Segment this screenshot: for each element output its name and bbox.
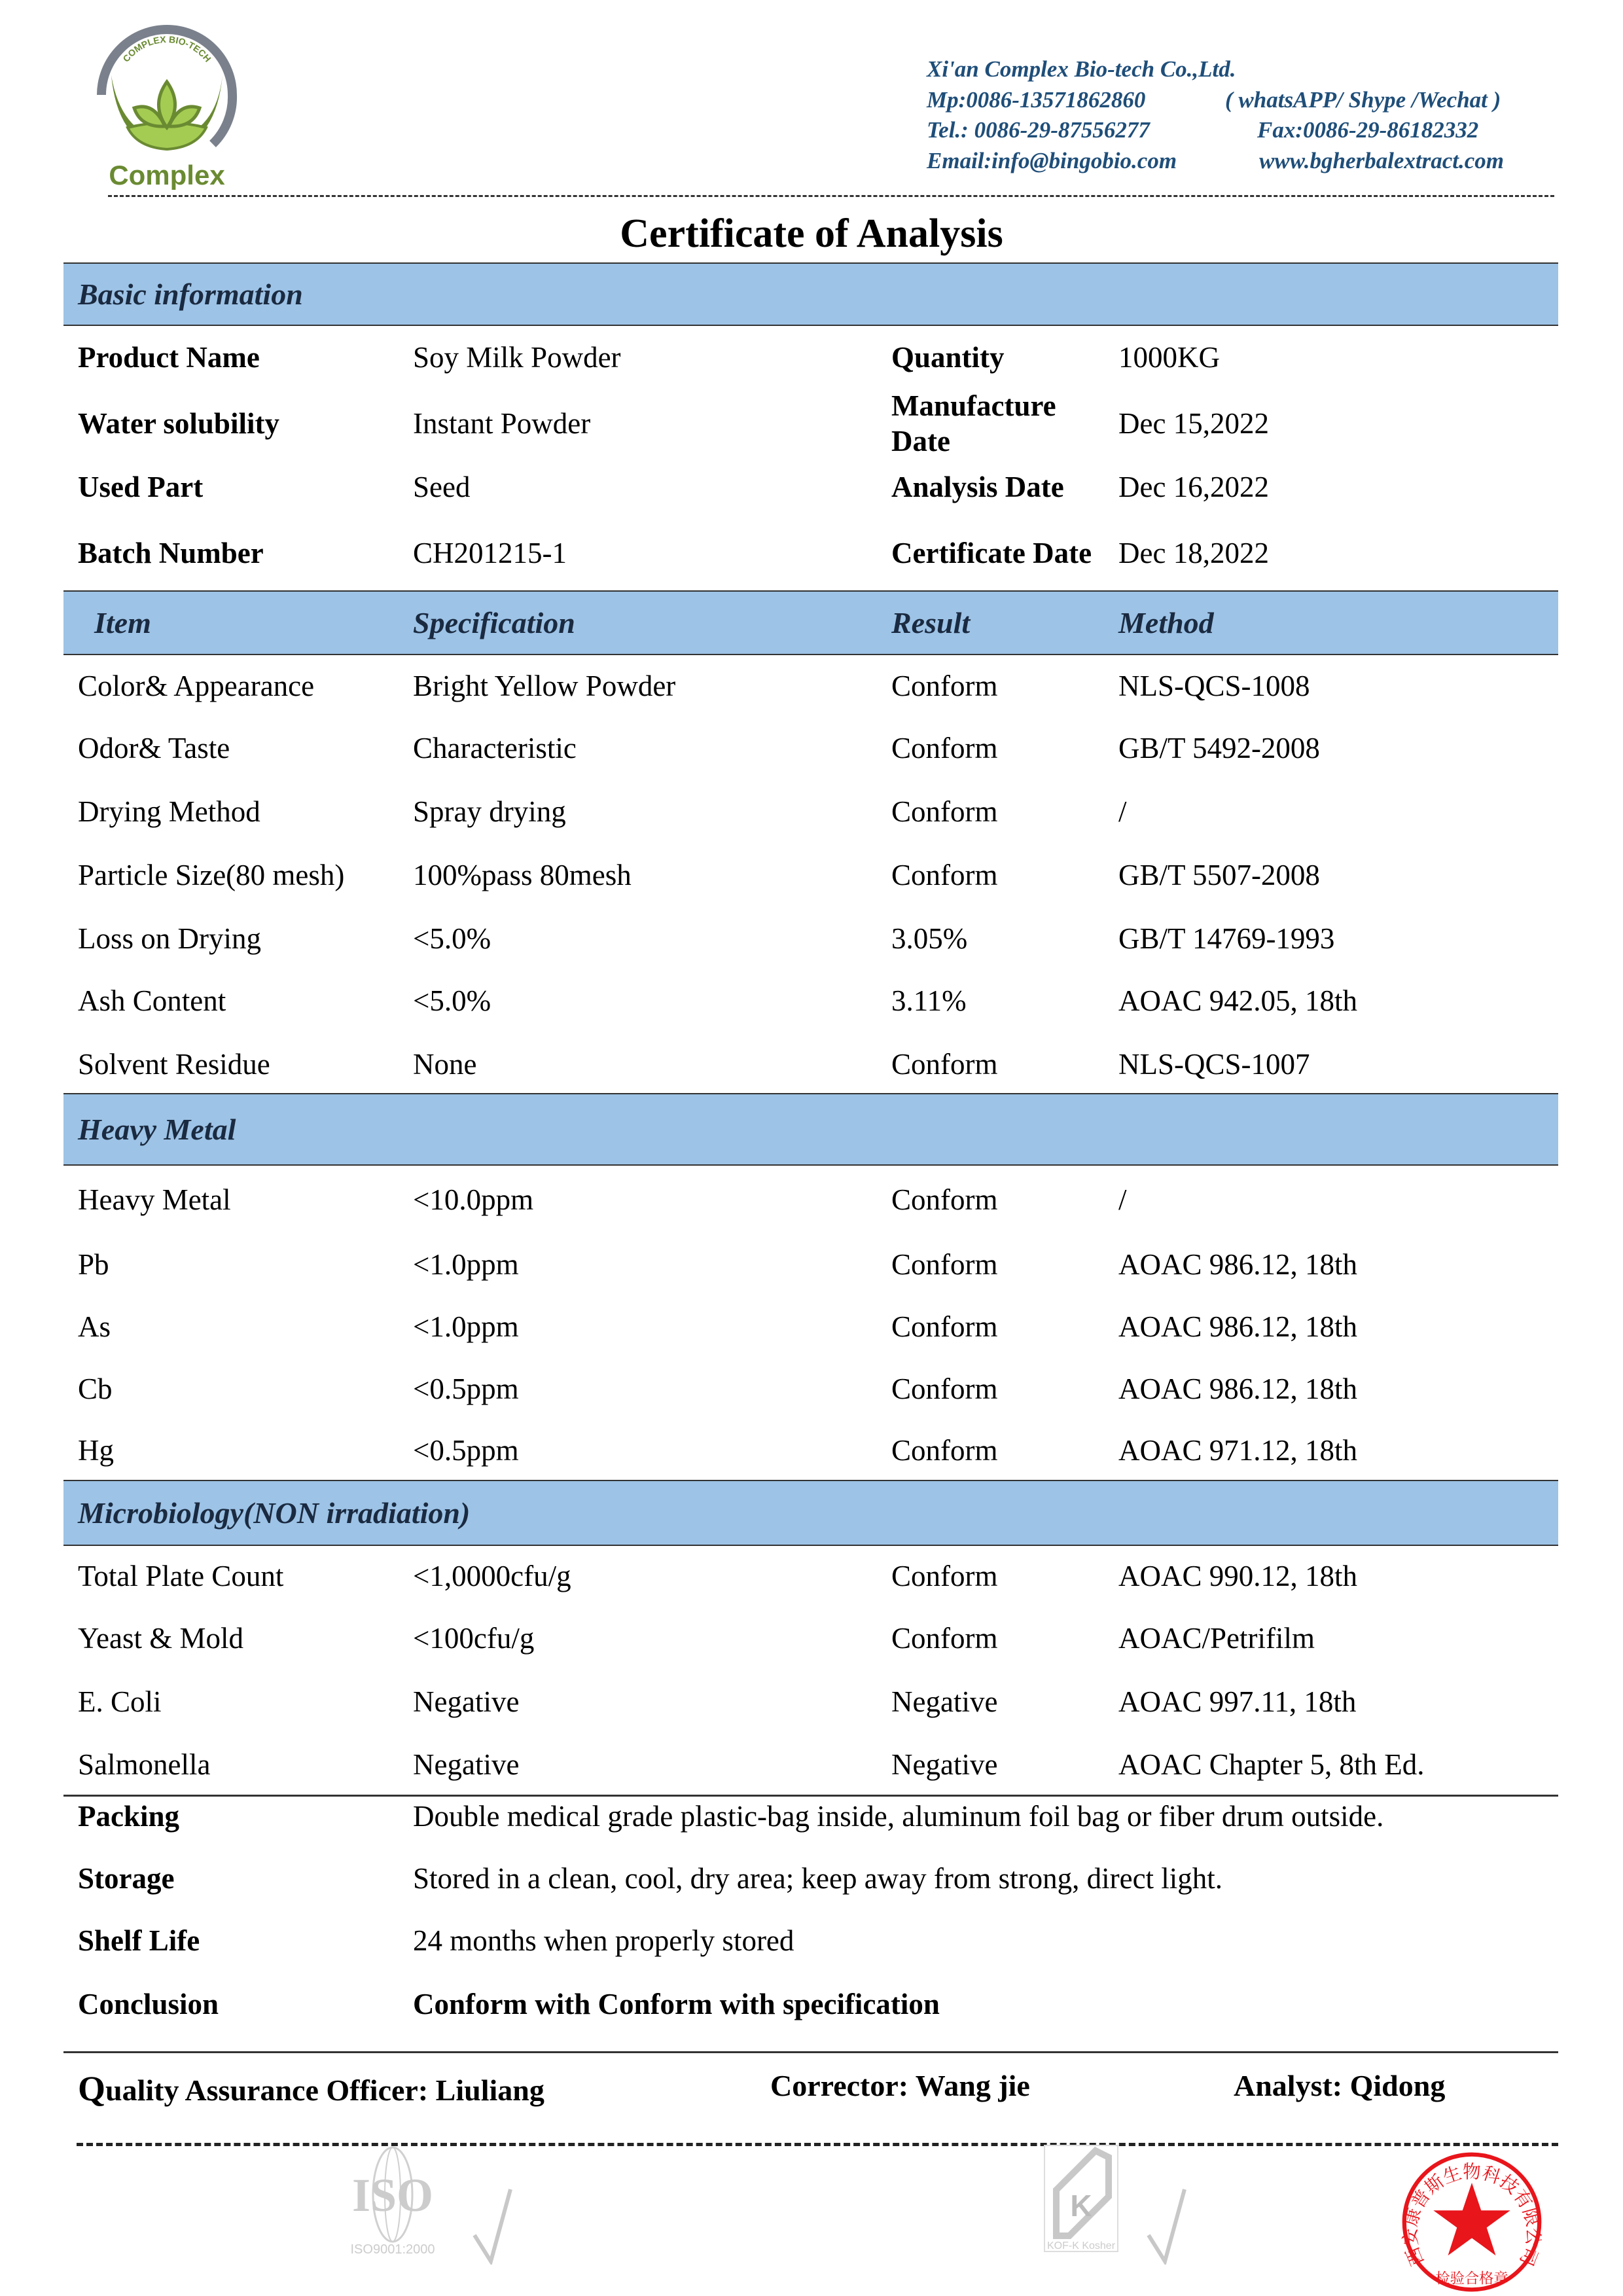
column-header-row: [63, 590, 1558, 655]
section-title: Microbiology(NON irradiation): [78, 1496, 471, 1530]
method-cell: AOAC 971.12, 18th: [1118, 1434, 1358, 1467]
iso-checkmark-icon: [471, 2186, 524, 2268]
specification-cell: 100%pass 80mesh: [413, 859, 632, 891]
method-cell: AOAC 990.12, 18th: [1118, 1560, 1358, 1592]
messaging-apps: ( whatsAPP/ Shype /Wechat ): [1225, 87, 1501, 113]
table-row: [0, 1025, 1623, 1103]
specification-cell: <0.5ppm: [413, 1372, 519, 1405]
field-label: Shelf Life: [78, 1924, 200, 1957]
field-label: Batch Number: [78, 537, 264, 569]
result-cell: Conform: [891, 732, 998, 764]
company-logo: [92, 20, 242, 190]
result-cell: Negative: [891, 1685, 998, 1718]
item-cell: Particle Size(80 mesh): [78, 859, 345, 891]
specification-cell: <100cfu/g: [413, 1622, 535, 1655]
item-cell: Loss on Drying: [78, 922, 261, 955]
item-cell: Heavy Metal: [78, 1183, 231, 1216]
field-label: Product Name: [78, 341, 260, 374]
qa-officer-signature: Quality Assurance Officer: Liuliang: [78, 2069, 544, 2108]
method-cell: AOAC 997.11, 18th: [1118, 1685, 1357, 1718]
field-label: Storage: [78, 1862, 175, 1895]
logo-wordmark: Complex: [109, 160, 225, 190]
email-link[interactable]: Email:info@bingobio.com: [927, 148, 1177, 173]
svg-text:检验合格章: 检验合格章: [1435, 2270, 1508, 2287]
result-cell: 3.05%: [891, 922, 968, 955]
website-link[interactable]: www.bgherbalextract.com: [1259, 148, 1504, 173]
column-header-method: Method: [1118, 606, 1214, 639]
item-cell: Hg: [78, 1434, 114, 1467]
result-cell: Conform: [891, 1434, 998, 1467]
svg-text:KOF-K Kosher: KOF-K Kosher: [1046, 2240, 1116, 2251]
result-cell: Conform: [891, 1248, 998, 1281]
result-cell: Conform: [891, 1183, 998, 1216]
field-value: Soy Milk Powder: [413, 341, 621, 374]
result-cell: Conform: [891, 670, 998, 702]
method-cell: AOAC 986.12, 18th: [1118, 1372, 1358, 1405]
field-value: 24 months when properly stored: [413, 1924, 794, 1957]
method-cell: AOAC 986.12, 18th: [1118, 1310, 1358, 1343]
field-label: Packing: [78, 1800, 180, 1833]
field-value: Conform with Conform with specification: [413, 1988, 940, 2020]
analyst-signature: Analyst: Qidong: [1234, 2069, 1446, 2102]
field-value: 1000KG: [1118, 341, 1220, 374]
star-icon: [1433, 2183, 1510, 2255]
section-divider: [63, 2051, 1558, 2053]
method-cell: GB/T 5492-2008: [1118, 732, 1320, 764]
column-header-result: Result: [891, 606, 971, 639]
basic-information-header: [63, 262, 1558, 326]
column-header-item: Item: [94, 606, 151, 639]
method-cell: AOAC/Petrifilm: [1118, 1622, 1315, 1655]
field-value: Dec 16,2022: [1118, 471, 1269, 503]
section-title: Basic information: [78, 278, 303, 311]
svg-text:西安康普斯生物科技有限公司: 西安康普斯生物科技有限公司: [1400, 2161, 1543, 2269]
result-cell: 3.11%: [891, 984, 967, 1017]
item-cell: As: [78, 1310, 111, 1343]
result-cell: Conform: [891, 859, 998, 891]
item-cell: E. Coli: [78, 1685, 162, 1718]
telephone: Tel.: 0086-29-87556277: [927, 117, 1150, 143]
item-cell: Ash Content: [78, 984, 226, 1017]
footer-divider: [77, 2143, 1558, 2146]
result-cell: Conform: [891, 1622, 998, 1655]
specification-cell: <0.5ppm: [413, 1434, 519, 1467]
method-cell: /: [1118, 795, 1127, 828]
item-cell: Drying Method: [78, 795, 260, 828]
specification-cell: <1.0ppm: [413, 1248, 519, 1281]
specification-cell: <1,0000cfu/g: [413, 1560, 571, 1592]
field-value: Dec 15,2022: [1118, 407, 1269, 440]
microbiology-header: [63, 1480, 1558, 1546]
result-cell: Conform: [891, 1310, 998, 1343]
specification-cell: Spray drying: [413, 795, 566, 828]
mobile-number: Mp:0086-13571862860: [927, 87, 1146, 113]
field-label: Manufacture Date: [891, 389, 1056, 457]
field-value: Double medical grade plastic-bag inside, aluminum foil bag or fiber drum outside.: [413, 1800, 1384, 1833]
field-value: Seed: [413, 471, 471, 503]
field-value: Instant Powder: [413, 407, 591, 440]
header-divider: [108, 195, 1554, 197]
svg-text:ISO: ISO: [351, 2169, 434, 2221]
item-cell: Pb: [78, 1248, 109, 1281]
item-cell: Solvent Residue: [78, 1048, 270, 1081]
company-name: Xi'an Complex Bio-tech Co.,Ltd.: [927, 56, 1236, 82]
column-header-specification: Specification: [413, 606, 575, 639]
result-cell: Conform: [891, 795, 998, 828]
kosher-certification-logo: [1043, 2144, 1122, 2255]
item-cell: Color& Appearance: [78, 670, 315, 702]
corrector-signature: Corrector: Wang jie: [770, 2069, 1030, 2102]
result-cell: Conform: [891, 1560, 998, 1592]
item-cell: Odor& Taste: [78, 732, 230, 764]
specification-cell: <5.0%: [413, 984, 491, 1017]
leaf-logo-icon: [92, 20, 242, 190]
method-cell: GB/T 14769-1993: [1118, 922, 1335, 955]
page-title: Certificate of Analysis: [620, 211, 1003, 256]
field-value: Dec 18,2022: [1118, 537, 1269, 569]
company-seal-stamp: [1400, 2151, 1543, 2293]
specification-cell: Bright Yellow Powder: [413, 670, 676, 702]
fax: Fax:0086-29-86182332: [1257, 117, 1479, 143]
svg-text:ISO9001:2000: ISO9001:2000: [350, 2242, 435, 2257]
method-cell: AOAC 986.12, 18th: [1118, 1248, 1358, 1281]
item-cell: Salmonella: [78, 1748, 211, 1781]
specification-cell: Negative: [413, 1748, 520, 1781]
field-label: Used Part: [78, 471, 204, 503]
item-cell: Cb: [78, 1372, 113, 1405]
result-cell: Negative: [891, 1748, 998, 1781]
method-cell: AOAC 942.05, 18th: [1118, 984, 1358, 1017]
field-label: Certificate Date: [891, 537, 1092, 569]
method-cell: NLS-QCS-1007: [1118, 1048, 1310, 1081]
svg-text:K: K: [1070, 2189, 1092, 2223]
specification-cell: <1.0ppm: [413, 1310, 519, 1343]
specification-cell: <5.0%: [413, 922, 491, 955]
field-value: CH201215-1: [413, 537, 567, 569]
kosher-checkmark-icon: [1145, 2186, 1198, 2268]
item-cell: Total Plate Count: [78, 1560, 284, 1592]
specification-cell: <10.0ppm: [413, 1183, 534, 1216]
field-label: Water solubility: [78, 407, 279, 440]
specification-cell: Negative: [413, 1685, 520, 1718]
specification-cell: None: [413, 1048, 477, 1081]
method-cell: AOAC Chapter 5, 8th Ed.: [1118, 1748, 1425, 1781]
iso-certification-logo: [337, 2145, 455, 2257]
svg-text:COMPLEX BIO-TECH: COMPLEX BIO-TECH: [120, 33, 213, 64]
info-row: [0, 1965, 1623, 2043]
table-row: [0, 1411, 1623, 1490]
item-cell: Yeast & Mold: [78, 1622, 243, 1655]
method-cell: NLS-QCS-1008: [1118, 670, 1310, 702]
method-cell: /: [1118, 1183, 1127, 1216]
heavy-metal-header: [63, 1093, 1558, 1166]
field-label: Conclusion: [78, 1988, 219, 2020]
specification-cell: Characteristic: [413, 732, 577, 764]
result-cell: Conform: [891, 1048, 998, 1081]
field-label: Quantity: [891, 341, 1005, 374]
method-cell: GB/T 5507-2008: [1118, 859, 1320, 891]
field-label: Analysis Date: [891, 471, 1064, 503]
section-title: Heavy Metal: [78, 1113, 236, 1146]
result-cell: Conform: [891, 1372, 998, 1405]
basic-info-row: [0, 514, 1623, 592]
field-value: Stored in a clean, cool, dry area; keep away from strong, direct light.: [413, 1862, 1223, 1895]
